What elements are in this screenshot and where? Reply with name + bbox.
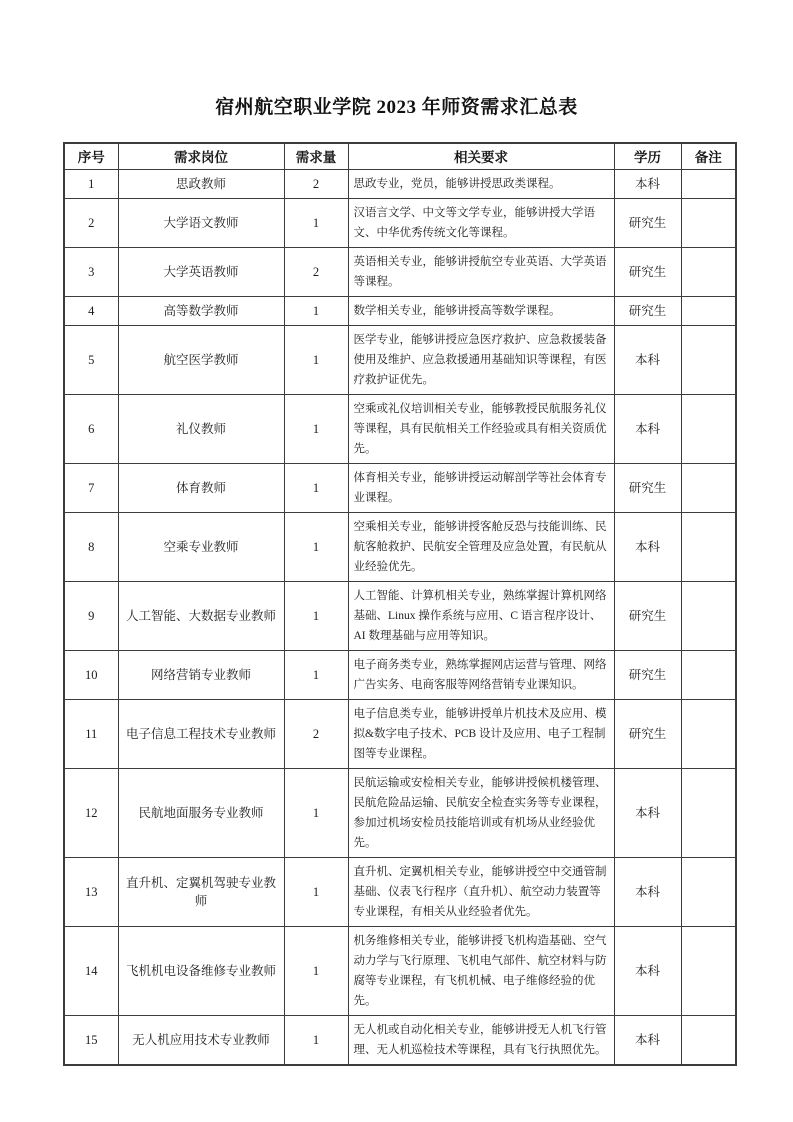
cell-quantity: 1 <box>284 325 348 394</box>
cell-requirements: 电子商务类专业，熟练掌握网店运营与管理、网络广告实务、电商客服等网络营销专业课知识。 <box>348 650 614 699</box>
cell-position: 大学英语教师 <box>118 247 284 296</box>
cell-no: 12 <box>64 768 118 857</box>
table-row <box>64 325 736 394</box>
cell-education: 本科 <box>614 169 681 198</box>
cell-requirements: 体育相关专业，能够讲授运动解剖学等社会体育专业课程。 <box>348 463 614 512</box>
cell-position: 电子信息工程技术专业教师 <box>118 699 284 768</box>
cell-no: 4 <box>64 296 118 325</box>
page-title: 宿州航空职业学院 2023 年师资需求汇总表 <box>215 97 578 118</box>
cell-position: 航空医学教师 <box>118 325 284 394</box>
cell-education: 研究生 <box>614 463 681 512</box>
cell-no: 3 <box>64 247 118 296</box>
cell-remark <box>681 325 736 394</box>
cell-quantity: 1 <box>284 296 348 325</box>
cell-remark <box>681 857 736 926</box>
cell-position: 人工智能、大数据专业教师 <box>118 581 284 650</box>
table-row <box>64 768 736 857</box>
cell-remark <box>681 1015 736 1065</box>
column-header-position: 需求岗位 <box>118 143 284 169</box>
cell-education: 本科 <box>614 512 681 581</box>
cell-position: 大学语文教师 <box>118 198 284 247</box>
cell-quantity: 1 <box>284 512 348 581</box>
cell-requirements: 数学相关专业，能够讲授高等数学课程。 <box>348 296 614 325</box>
cell-position: 民航地面服务专业教师 <box>118 768 284 857</box>
cell-education: 研究生 <box>614 699 681 768</box>
cell-requirements: 直升机、定翼机相关专业，能够讲授空中交通管制基础、仪表飞行程序（直升机）、航空动力装置等专业课程，有相关从业经验者优先。 <box>348 857 614 926</box>
cell-position: 飞机机电设备维修专业教师 <box>118 926 284 1015</box>
cell-requirements: 机务维修相关专业，能够讲授飞机构造基础、空气动力学与飞行原理、飞机电气部件、航空材料与防腐等专业课程，有飞机机械、电子维修经验的优先。 <box>348 926 614 1015</box>
cell-education: 本科 <box>614 857 681 926</box>
table-row <box>64 699 736 768</box>
cell-remark <box>681 512 736 581</box>
cell-quantity: 2 <box>284 247 348 296</box>
cell-position: 无人机应用技术专业教师 <box>118 1015 284 1065</box>
table-header <box>64 143 736 169</box>
table-row <box>64 857 736 926</box>
cell-no: 5 <box>64 325 118 394</box>
column-header-remark: 备注 <box>681 143 736 169</box>
cell-remark <box>681 463 736 512</box>
cell-education: 研究生 <box>614 650 681 699</box>
cell-remark <box>681 247 736 296</box>
cell-position: 直升机、定翼机驾驶专业教师 <box>118 857 284 926</box>
cell-no: 2 <box>64 198 118 247</box>
cell-requirements: 汉语言文学、中文等文学专业，能够讲授大学语文、中华优秀传统文化等课程。 <box>348 198 614 247</box>
cell-quantity: 1 <box>284 857 348 926</box>
column-header-no: 序号 <box>64 143 118 169</box>
cell-quantity: 1 <box>284 650 348 699</box>
table-row <box>64 1015 736 1065</box>
cell-requirements: 民航运输或安检相关专业，能够讲授候机楼管理、民航危险品运输、民航安全检查实务等专业课程，参加过机场安检员技能培训或有机场从业经验优先。 <box>348 768 614 857</box>
cell-quantity: 2 <box>284 699 348 768</box>
column-header-requirements: 相关要求 <box>348 143 614 169</box>
cell-quantity: 1 <box>284 394 348 463</box>
cell-remark <box>681 169 736 198</box>
cell-quantity: 1 <box>284 463 348 512</box>
cell-education: 研究生 <box>614 247 681 296</box>
cell-requirements: 空乘相关专业，能够讲授客舱反恐与技能训练、民航客舱救护、民航安全管理及应急处置，有民航从业经验优先。 <box>348 512 614 581</box>
column-header-education: 学历 <box>614 143 681 169</box>
table-row <box>64 198 736 247</box>
cell-quantity: 1 <box>284 198 348 247</box>
cell-position: 礼仪教师 <box>118 394 284 463</box>
cell-no: 15 <box>64 1015 118 1065</box>
cell-requirements: 空乘或礼仪培训相关专业，能够教授民航服务礼仪等课程，具有民航相关工作经验或具有相关资质优先。 <box>348 394 614 463</box>
column-header-quantity: 需求量 <box>284 143 348 169</box>
teacher-demand-table <box>63 142 737 1066</box>
cell-no: 9 <box>64 581 118 650</box>
cell-position: 体育教师 <box>118 463 284 512</box>
table-row <box>64 926 736 1015</box>
cell-education: 研究生 <box>614 198 681 247</box>
cell-no: 13 <box>64 857 118 926</box>
cell-education: 本科 <box>614 325 681 394</box>
cell-no: 14 <box>64 926 118 1015</box>
table-row <box>64 394 736 463</box>
cell-position: 空乘专业教师 <box>118 512 284 581</box>
table-row <box>64 296 736 325</box>
cell-requirements: 医学专业，能够讲授应急医疗救护、应急救援装备使用及维护、应急救援通用基础知识等课程，有医疗救护证优先。 <box>348 325 614 394</box>
cell-remark <box>681 394 736 463</box>
cell-education: 本科 <box>614 768 681 857</box>
cell-requirements: 无人机或自动化相关专业，能够讲授无人机飞行管理、无人机巡检技术等课程，具有飞行执照优先。 <box>348 1015 614 1065</box>
cell-no: 7 <box>64 463 118 512</box>
cell-position: 高等数学教师 <box>118 296 284 325</box>
cell-requirements: 英语相关专业，能够讲授航空专业英语、大学英语等课程。 <box>348 247 614 296</box>
cell-remark <box>681 198 736 247</box>
cell-remark <box>681 581 736 650</box>
cell-no: 1 <box>64 169 118 198</box>
cell-requirements: 电子信息类专业，能够讲授单片机技术及应用、模拟&数字电子技术、PCB 设计及应用、电子工程制图等专业课程。 <box>348 699 614 768</box>
cell-quantity: 1 <box>284 1015 348 1065</box>
cell-remark <box>681 650 736 699</box>
table-body <box>64 169 736 1065</box>
table-row <box>64 463 736 512</box>
table-row <box>64 512 736 581</box>
cell-no: 10 <box>64 650 118 699</box>
cell-quantity: 1 <box>284 768 348 857</box>
cell-remark <box>681 768 736 857</box>
cell-remark <box>681 296 736 325</box>
cell-education: 本科 <box>614 926 681 1015</box>
cell-quantity: 1 <box>284 581 348 650</box>
cell-requirements: 人工智能、计算机相关专业，熟练掌握计算机网络基础、Linux 操作系统与应用、C 语言程序设计、AI 数理基础与应用等知识。 <box>348 581 614 650</box>
cell-position: 思政教师 <box>118 169 284 198</box>
cell-position: 网络营销专业教师 <box>118 650 284 699</box>
cell-education: 研究生 <box>614 296 681 325</box>
cell-no: 8 <box>64 512 118 581</box>
cell-no: 6 <box>64 394 118 463</box>
cell-education: 研究生 <box>614 581 681 650</box>
table-row <box>64 650 736 699</box>
header-row <box>64 143 736 169</box>
cell-quantity: 2 <box>284 169 348 198</box>
table-row <box>64 169 736 198</box>
cell-remark <box>681 926 736 1015</box>
table-row <box>64 247 736 296</box>
cell-remark <box>681 699 736 768</box>
cell-quantity: 1 <box>284 926 348 1015</box>
cell-no: 11 <box>64 699 118 768</box>
table-row <box>64 581 736 650</box>
cell-education: 本科 <box>614 394 681 463</box>
cell-requirements: 思政专业，党员，能够讲授思政类课程。 <box>348 169 614 198</box>
cell-education: 本科 <box>614 1015 681 1065</box>
